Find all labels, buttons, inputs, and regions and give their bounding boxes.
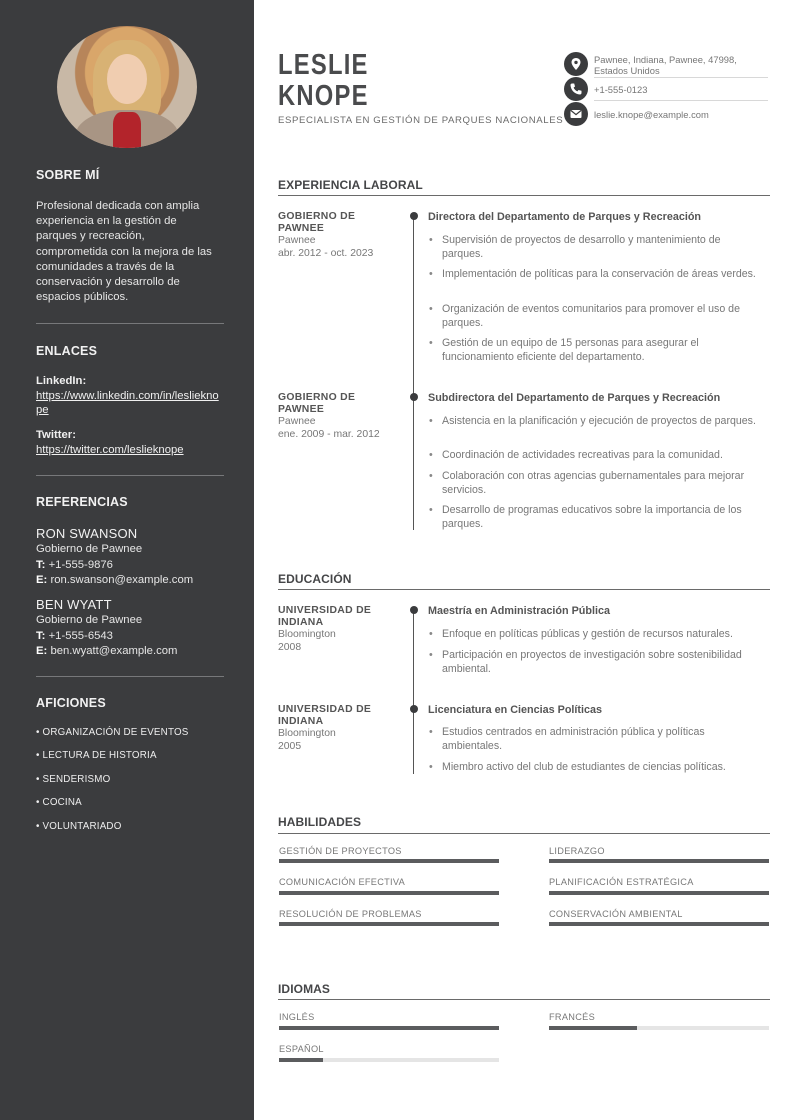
edu-bullet: • Estudios centrados en administración pública y políticas ambientales. bbox=[442, 725, 764, 753]
section-rule bbox=[278, 999, 770, 1000]
job-role: Subdirectora del Departamento de Parques y Recreación bbox=[428, 392, 721, 404]
job-bullet: • Colaboración con otras agencias gubernamentales para mejorar servicios. bbox=[442, 469, 764, 497]
skill-label: COMUNICACIÓN EFECTIVA bbox=[279, 877, 406, 887]
timeline-dot bbox=[410, 705, 418, 713]
edu-location-year: Bloomington 2005 bbox=[278, 728, 336, 752]
section-rule bbox=[278, 195, 770, 196]
sidebar bbox=[0, 0, 254, 1120]
skill-bar bbox=[279, 922, 499, 926]
skill-bar bbox=[279, 859, 499, 863]
skill-bar bbox=[549, 891, 769, 895]
job-bullet: • Supervisión de proyectos de desarrollo y mantenimiento de parques. bbox=[442, 233, 764, 261]
divider bbox=[36, 323, 224, 324]
contact-address: Pawnee, Indiana, Pawnee, 47998, Estados Unidos bbox=[594, 54, 737, 76]
reference-phone: T: +1-555-6543 bbox=[36, 630, 113, 642]
language-bar bbox=[549, 1026, 769, 1030]
timeline-line bbox=[413, 610, 414, 774]
education-heading: EDUCACIÓN bbox=[278, 572, 352, 586]
hobby-item: • COCINA bbox=[36, 797, 82, 808]
references-heading: REFERENCIAS bbox=[36, 495, 128, 509]
email-icon bbox=[564, 102, 588, 126]
hobby-item: • LECTURA DE HISTORIA bbox=[36, 750, 157, 761]
phone-icon bbox=[564, 77, 588, 101]
reference-org: Gobierno de Pawnee bbox=[36, 543, 143, 555]
edu-bullet: • Participación en proyectos de investigación sobre sostenibilidad ambiental. bbox=[442, 648, 764, 676]
timeline-dot bbox=[410, 393, 418, 401]
reference-name: BEN WYATT bbox=[36, 597, 112, 612]
job-location-dates: Pawnee ene. 2009 - mar. 2012 bbox=[278, 416, 380, 440]
edu-org: UNIVERSIDAD DE INDIANA bbox=[278, 605, 372, 628]
timeline-dot bbox=[410, 212, 418, 220]
language-bar bbox=[279, 1058, 499, 1062]
job-bullet: • Asistencia en la planificación y ejecución de proyectos de parques. bbox=[442, 414, 764, 428]
links-heading: ENLACES bbox=[36, 344, 98, 358]
reference-email: E: ben.wyatt@example.com bbox=[36, 645, 178, 657]
section-rule bbox=[278, 589, 770, 590]
skill-bar bbox=[549, 859, 769, 863]
edu-bullet: • Miembro activo del club de estudiantes de ciencias políticas. bbox=[442, 760, 764, 774]
language-label: ESPAÑOL bbox=[279, 1044, 324, 1054]
edu-degree: Licenciatura en Ciencias Políticas bbox=[428, 704, 603, 716]
experience-heading: EXPERIENCIA LABORAL bbox=[278, 178, 423, 192]
job-bullet: • Organización de eventos comunitarios para promover el uso de parques. bbox=[442, 302, 764, 330]
skill-bar bbox=[549, 922, 769, 926]
language-bar bbox=[279, 1026, 499, 1030]
contact-phone: +1-555-0123 bbox=[594, 84, 648, 95]
reference-phone: T: +1-555-9876 bbox=[36, 559, 113, 571]
twitter-label: Twitter: bbox=[36, 429, 76, 441]
divider bbox=[36, 475, 224, 476]
edu-degree: Maestría en Administración Pública bbox=[428, 605, 610, 617]
linkedin-label: LinkedIn: bbox=[36, 375, 87, 387]
job-location-dates: Pawnee abr. 2012 - oct. 2023 bbox=[278, 235, 374, 259]
job-org: GOBIERNO DE PAWNEE bbox=[278, 392, 356, 415]
first-name: LESLIE bbox=[278, 49, 369, 81]
reference-name: RON SWANSON bbox=[36, 526, 138, 541]
hobby-item: • SENDERISMO bbox=[36, 774, 111, 785]
hobby-item: • ORGANIZACIÓN DE EVENTOS bbox=[36, 727, 189, 738]
skill-label: CONSERVACIÓN AMBIENTAL bbox=[549, 909, 683, 919]
languages-heading: IDIOMAS bbox=[278, 982, 331, 996]
about-text: Profesional dedicada con amplia experiencia en la gestión de parques y recreación, comprometida con la mejora de las comunidades a través de la conservación y desarrollo de espacios públicos. bbox=[36, 200, 212, 304]
skills-heading: HABILIDADES bbox=[278, 815, 362, 829]
job-role: Directora del Departamento de Parques y Recreación bbox=[428, 211, 702, 223]
profile-photo bbox=[57, 26, 197, 148]
divider bbox=[594, 100, 768, 101]
skill-label: RESOLUCIÓN DE PROBLEMAS bbox=[279, 909, 422, 919]
reference-org: Gobierno de Pawnee bbox=[36, 614, 143, 626]
skill-label: GESTIÓN DE PROYECTOS bbox=[279, 846, 402, 856]
edu-location-year: Bloomington 2008 bbox=[278, 629, 336, 653]
timeline-line bbox=[413, 216, 414, 530]
hobbies-heading: AFICIONES bbox=[36, 696, 106, 710]
skill-bar bbox=[279, 891, 499, 895]
hobby-item: • VOLUNTARIADO bbox=[36, 821, 122, 832]
section-rule bbox=[278, 833, 770, 834]
job-org: GOBIERNO DE PAWNEE bbox=[278, 211, 356, 234]
divider bbox=[594, 77, 768, 78]
job-bullet: • Gestión de un equipo de 15 personas para asegurar el funcionamiento eficiente del departamento. bbox=[442, 336, 764, 364]
linkedin-link[interactable]: https://www.linkedin.com/in/leslieknope bbox=[36, 390, 219, 416]
timeline-dot bbox=[410, 606, 418, 614]
contact-email[interactable]: leslie.knope@example.com bbox=[594, 109, 709, 120]
job-title: ESPECIALISTA EN GESTIÓN DE PARQUES NACIONALES bbox=[278, 115, 564, 126]
skill-label: PLANIFICACIÓN ESTRATÉGICA bbox=[549, 877, 694, 887]
location-icon bbox=[564, 52, 588, 76]
last-name: KNOPE bbox=[278, 80, 369, 112]
twitter-link[interactable]: https://twitter.com/leslieknope bbox=[36, 444, 184, 456]
divider bbox=[36, 676, 224, 677]
reference-email: E: ron.swanson@example.com bbox=[36, 574, 194, 586]
edu-bullet: • Enfoque en políticas públicas y gestión de recursos naturales. bbox=[442, 627, 764, 641]
about-heading: SOBRE MÍ bbox=[36, 168, 100, 182]
skill-label: LIDERAZGO bbox=[549, 846, 605, 856]
job-bullet: • Desarrollo de programas educativos sobre la importancia de los parques. bbox=[442, 503, 764, 531]
job-bullet: • Coordinación de actividades recreativas para la comunidad. bbox=[442, 448, 764, 462]
job-bullet: • Implementación de políticas para la conservación de áreas verdes. bbox=[442, 267, 764, 281]
language-label: FRANCÉS bbox=[549, 1012, 596, 1022]
edu-org: UNIVERSIDAD DE INDIANA bbox=[278, 704, 372, 727]
language-label: INGLÉS bbox=[279, 1012, 315, 1022]
